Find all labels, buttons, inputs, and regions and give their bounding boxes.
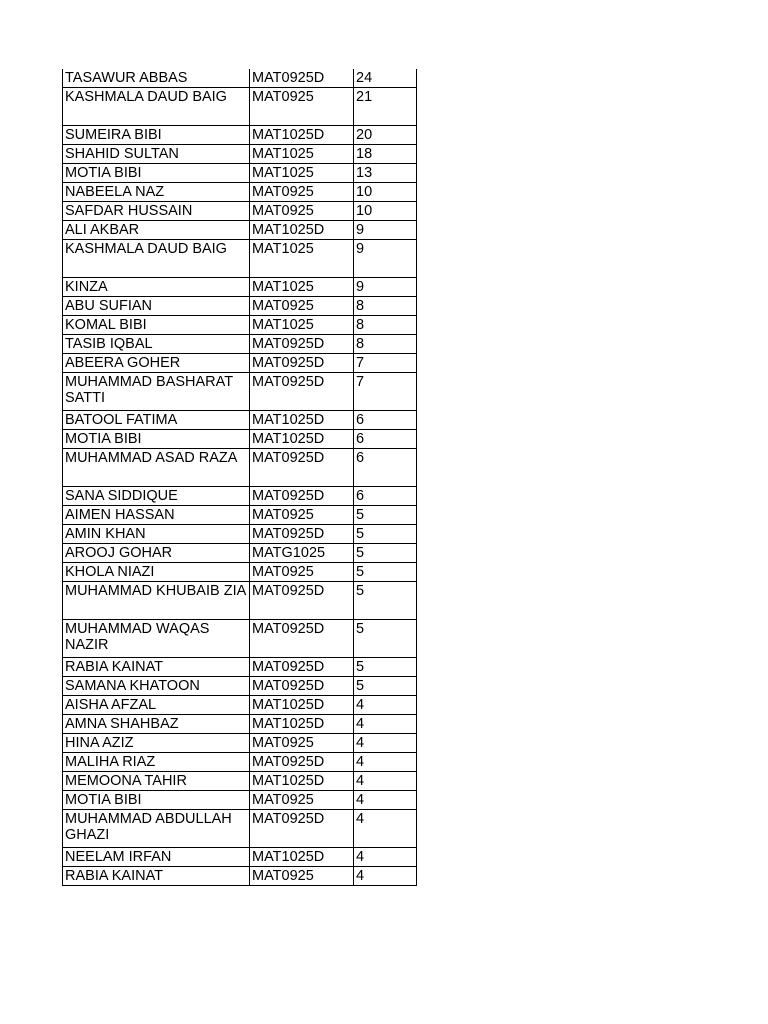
course-code-cell: MAT0925 bbox=[250, 88, 354, 126]
student-name-cell: AMIN KHAN bbox=[63, 525, 250, 544]
score-cell: 20 bbox=[354, 126, 417, 145]
score-cell: 5 bbox=[354, 620, 417, 658]
table-row bbox=[63, 411, 417, 430]
student-name-cell: MOTIA BIBI bbox=[63, 164, 250, 183]
table-row bbox=[63, 240, 417, 278]
student-name-cell: KASHMALA DAUD BAIG bbox=[63, 240, 250, 278]
course-code-cell: MAT0925 bbox=[250, 867, 354, 886]
student-name-cell: RABIA KAINAT bbox=[63, 867, 250, 886]
course-code-cell: MAT1025D bbox=[250, 715, 354, 734]
table-row bbox=[63, 316, 417, 335]
course-code-cell: MAT0925D bbox=[250, 449, 354, 487]
student-name-cell: MEMOONA TAHIR bbox=[63, 772, 250, 791]
table-row bbox=[63, 487, 417, 506]
results-table bbox=[62, 69, 417, 886]
score-cell: 6 bbox=[354, 449, 417, 487]
score-cell: 5 bbox=[354, 677, 417, 696]
course-code-cell: MAT0925D bbox=[250, 620, 354, 658]
table-row bbox=[63, 696, 417, 715]
score-cell: 4 bbox=[354, 848, 417, 867]
score-cell: 9 bbox=[354, 240, 417, 278]
student-name-cell: HINA AZIZ bbox=[63, 734, 250, 753]
table-row bbox=[63, 278, 417, 297]
course-code-cell: MAT0925D bbox=[250, 810, 354, 848]
course-code-cell: MAT1025D bbox=[250, 411, 354, 430]
table-row bbox=[63, 449, 417, 487]
table-row bbox=[63, 145, 417, 164]
score-cell: 5 bbox=[354, 525, 417, 544]
student-name-cell: MUHAMMAD WAQAS NAZIR bbox=[63, 620, 250, 658]
table-row bbox=[63, 715, 417, 734]
score-cell: 5 bbox=[354, 506, 417, 525]
score-cell: 8 bbox=[354, 335, 417, 354]
student-name-cell: MUHAMMAD BASHARAT SATTI bbox=[63, 373, 250, 411]
student-name-cell: AISHA AFZAL bbox=[63, 696, 250, 715]
score-cell: 24 bbox=[354, 69, 417, 88]
score-cell: 8 bbox=[354, 297, 417, 316]
student-name-cell: MALIHA RIAZ bbox=[63, 753, 250, 772]
student-name-cell: TASIB IQBAL bbox=[63, 335, 250, 354]
table-row bbox=[63, 221, 417, 240]
table-row bbox=[63, 69, 417, 88]
score-cell: 7 bbox=[354, 354, 417, 373]
score-cell: 6 bbox=[354, 411, 417, 430]
course-code-cell: MATG1025 bbox=[250, 544, 354, 563]
student-name-cell: MOTIA BIBI bbox=[63, 791, 250, 810]
score-cell: 6 bbox=[354, 487, 417, 506]
course-code-cell: MAT1025D bbox=[250, 430, 354, 449]
course-code-cell: MAT0925D bbox=[250, 525, 354, 544]
table-row bbox=[63, 582, 417, 620]
course-code-cell: MAT0925D bbox=[250, 582, 354, 620]
score-cell: 13 bbox=[354, 164, 417, 183]
table-row bbox=[63, 506, 417, 525]
score-cell: 5 bbox=[354, 582, 417, 620]
course-code-cell: MAT1025 bbox=[250, 278, 354, 297]
table-row bbox=[63, 772, 417, 791]
score-cell: 7 bbox=[354, 373, 417, 411]
course-code-cell: MAT0925 bbox=[250, 183, 354, 202]
student-name-cell: MOTIA BIBI bbox=[63, 430, 250, 449]
student-name-cell: NEELAM IRFAN bbox=[63, 848, 250, 867]
course-code-cell: MAT0925D bbox=[250, 753, 354, 772]
student-name-cell: SANA SIDDIQUE bbox=[63, 487, 250, 506]
score-cell: 6 bbox=[354, 430, 417, 449]
table-row bbox=[63, 620, 417, 658]
student-name-cell: AIMEN HASSAN bbox=[63, 506, 250, 525]
course-code-cell: MAT0925D bbox=[250, 487, 354, 506]
table-row bbox=[63, 430, 417, 449]
student-name-cell: ABU SUFIAN bbox=[63, 297, 250, 316]
table-row bbox=[63, 525, 417, 544]
table-row bbox=[63, 202, 417, 221]
student-name-cell: KHOLA NIAZI bbox=[63, 563, 250, 582]
course-code-cell: MAT0925D bbox=[250, 677, 354, 696]
course-code-cell: MAT0925 bbox=[250, 202, 354, 221]
student-name-cell: AROOJ GOHAR bbox=[63, 544, 250, 563]
student-name-cell: SHAHID SULTAN bbox=[63, 145, 250, 164]
course-code-cell: MAT1025D bbox=[250, 848, 354, 867]
student-name-cell: KOMAL BIBI bbox=[63, 316, 250, 335]
score-cell: 4 bbox=[354, 791, 417, 810]
course-code-cell: MAT1025D bbox=[250, 126, 354, 145]
score-cell: 4 bbox=[354, 715, 417, 734]
course-code-cell: MAT0925 bbox=[250, 297, 354, 316]
score-cell: 5 bbox=[354, 563, 417, 582]
table-row bbox=[63, 734, 417, 753]
course-code-cell: MAT0925D bbox=[250, 658, 354, 677]
score-cell: 8 bbox=[354, 316, 417, 335]
student-name-cell: MUHAMMAD ABDULLAH GHAZI bbox=[63, 810, 250, 848]
course-code-cell: MAT1025 bbox=[250, 316, 354, 335]
score-cell: 4 bbox=[354, 753, 417, 772]
course-code-cell: MAT1025D bbox=[250, 772, 354, 791]
course-code-cell: MAT1025 bbox=[250, 145, 354, 164]
table-row bbox=[63, 658, 417, 677]
score-cell: 21 bbox=[354, 88, 417, 126]
student-name-cell: ABEERA GOHER bbox=[63, 354, 250, 373]
course-code-cell: MAT0925D bbox=[250, 69, 354, 88]
student-name-cell: MUHAMMAD KHUBAIB ZIA bbox=[63, 582, 250, 620]
course-code-cell: MAT0925D bbox=[250, 354, 354, 373]
course-code-cell: MAT1025 bbox=[250, 164, 354, 183]
score-cell: 5 bbox=[354, 544, 417, 563]
course-code-cell: MAT1025D bbox=[250, 696, 354, 715]
table-row bbox=[63, 126, 417, 145]
table-row bbox=[63, 183, 417, 202]
course-code-cell: MAT0925 bbox=[250, 563, 354, 582]
table-row bbox=[63, 867, 417, 886]
student-name-cell: BATOOL FATIMA bbox=[63, 411, 250, 430]
score-cell: 18 bbox=[354, 145, 417, 164]
score-cell: 4 bbox=[354, 696, 417, 715]
student-name-cell: KINZA bbox=[63, 278, 250, 297]
table-row bbox=[63, 373, 417, 411]
student-name-cell: TASAWUR ABBAS bbox=[63, 69, 250, 88]
course-code-cell: MAT1025 bbox=[250, 240, 354, 278]
score-cell: 10 bbox=[354, 183, 417, 202]
student-name-cell: NABEELA NAZ bbox=[63, 183, 250, 202]
course-code-cell: MAT0925 bbox=[250, 791, 354, 810]
student-name-cell: SAMANA KHATOON bbox=[63, 677, 250, 696]
score-cell: 9 bbox=[354, 221, 417, 240]
score-cell: 4 bbox=[354, 772, 417, 791]
table-row bbox=[63, 354, 417, 373]
score-cell: 10 bbox=[354, 202, 417, 221]
student-name-cell: RABIA KAINAT bbox=[63, 658, 250, 677]
course-code-cell: MAT1025D bbox=[250, 221, 354, 240]
table-row bbox=[63, 677, 417, 696]
student-name-cell: KASHMALA DAUD BAIG bbox=[63, 88, 250, 126]
student-name-cell: AMNA SHAHBAZ bbox=[63, 715, 250, 734]
course-code-cell: MAT0925 bbox=[250, 734, 354, 753]
table-row bbox=[63, 335, 417, 354]
score-cell: 9 bbox=[354, 278, 417, 297]
table-row bbox=[63, 297, 417, 316]
student-name-cell: SAFDAR HUSSAIN bbox=[63, 202, 250, 221]
student-name-cell: SUMEIRA BIBI bbox=[63, 126, 250, 145]
table-row bbox=[63, 753, 417, 772]
table-row bbox=[63, 88, 417, 126]
table-row bbox=[63, 544, 417, 563]
table-row bbox=[63, 791, 417, 810]
score-cell: 4 bbox=[354, 867, 417, 886]
course-code-cell: MAT0925 bbox=[250, 506, 354, 525]
table-row bbox=[63, 164, 417, 183]
student-name-cell: ALI AKBAR bbox=[63, 221, 250, 240]
score-cell: 4 bbox=[354, 810, 417, 848]
score-cell: 4 bbox=[354, 734, 417, 753]
score-cell: 5 bbox=[354, 658, 417, 677]
table-row bbox=[63, 848, 417, 867]
table-row bbox=[63, 563, 417, 582]
course-code-cell: MAT0925D bbox=[250, 373, 354, 411]
table-row bbox=[63, 810, 417, 848]
results-table-body bbox=[63, 69, 417, 886]
student-name-cell: MUHAMMAD ASAD RAZA bbox=[63, 449, 250, 487]
course-code-cell: MAT0925D bbox=[250, 335, 354, 354]
